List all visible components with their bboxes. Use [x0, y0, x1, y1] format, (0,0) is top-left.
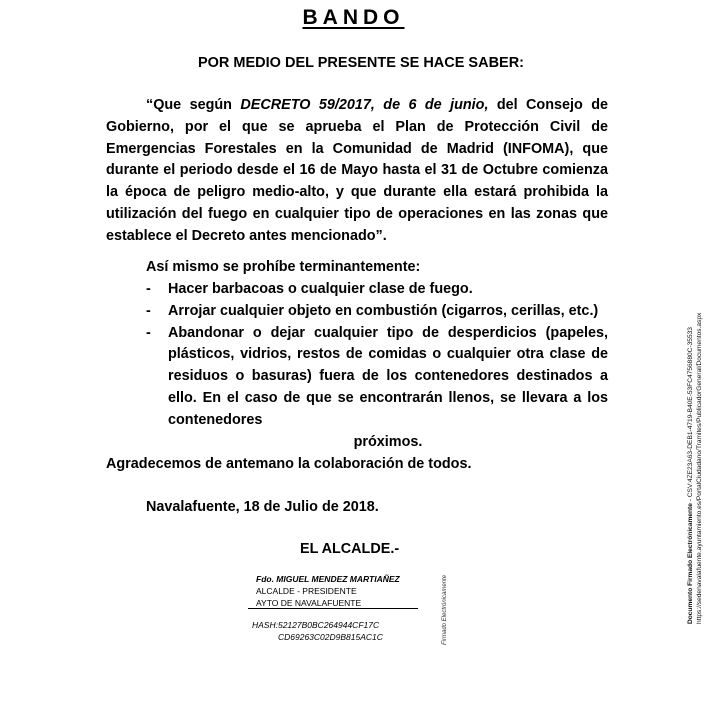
- list-item-text: Abandonar o dejar cualquier tipo de desperdicios (papeles, plásticos, vidrios, restos de comidas o cualquier otra clase de residuos o basuras) fuera de los contenedores destinados a ello. En el caso de que se encontrarán llenos, se llevara a los contenedores: [168, 324, 608, 428]
- prohibitions-list: [146, 279, 608, 453]
- signature-vertical-label: Firmado Electrónicamente: [442, 574, 448, 645]
- decree-body: del Consejo de Gobierno, por el que se aprueba el Plan de Protección Civil de Emergencias Forestales en la Comunidad de Madrid (INFOMA), que durante el periodo desde el 16 de Mayo hasta el 31 de Octubre comienza la época de peligro medio-alto, y que durante ella estará prohibida la utilización del fuego en cualquier tipo de operaciones en las zonas que establece el Decreto antes mencionado”.: [106, 97, 609, 244]
- list-dash: -: [146, 302, 151, 319]
- place-date: Navalafuente, 18 de Julio de 2018.: [146, 499, 379, 515]
- document-title: BANDO: [302, 6, 405, 29]
- decree-intro: “Que según: [146, 97, 241, 113]
- decree-paragraph: [106, 95, 608, 248]
- signature-hash-line-1: HASH:52127B0BC264944CF17C: [252, 620, 380, 630]
- electronic-signature-block: [240, 570, 450, 650]
- list-item: [146, 301, 608, 323]
- signer-role: ALCALDE - PRESIDENTE: [256, 586, 357, 596]
- thanks-line: Agradecemos de antemano la colaboración de todos.: [106, 456, 472, 472]
- signature-divider: [248, 608, 418, 609]
- list-item: [146, 323, 608, 454]
- csv-code: - CSV:4ZE23A63-DEB1-4719-B40E-53FC4756880C-35533: [687, 327, 694, 504]
- list-item-last-line: próximos.: [353, 433, 423, 450]
- signatory-title: EL ALCALDE.-: [300, 541, 400, 557]
- csv-stamp-label: Documento Firmado Electrónicamente: [687, 503, 694, 624]
- also-prohibited-heading: Así mismo se prohíbe terminantemente:: [146, 259, 421, 275]
- signature-hash-line-2: CD69263C02D9B815AC1C: [278, 632, 383, 642]
- csv-verification-stamp: [686, 244, 704, 624]
- signer-name: Fdo. MIGUEL MENDEZ MARTIAÑEZ: [256, 574, 400, 584]
- csv-stamp-line-1: [686, 244, 695, 624]
- csv-verification-url[interactable]: https://sedenavalafuente.ayuntamiento.es/PortalCiudadano/Tramites/PublicadorGeneral/Documentos.aspx: [696, 312, 703, 624]
- list-dash: -: [146, 281, 151, 297]
- list-item-text: Arrojar cualquier objeto en combustión (cigarros, cerillas, etc.): [168, 302, 599, 319]
- list-item: [146, 279, 608, 301]
- decree-reference: DECRETO 59/2017, de 6 de junio,: [240, 97, 489, 113]
- signer-organization: AYTO DE NAVALAFUENTE: [256, 598, 362, 608]
- document-subtitle: POR MEDIO DEL PRESENTE SE HACE SABER:: [197, 55, 525, 71]
- list-item-text: Hacer barbacoas o cualquier clase de fuego.: [168, 281, 473, 297]
- list-dash: -: [146, 324, 151, 341]
